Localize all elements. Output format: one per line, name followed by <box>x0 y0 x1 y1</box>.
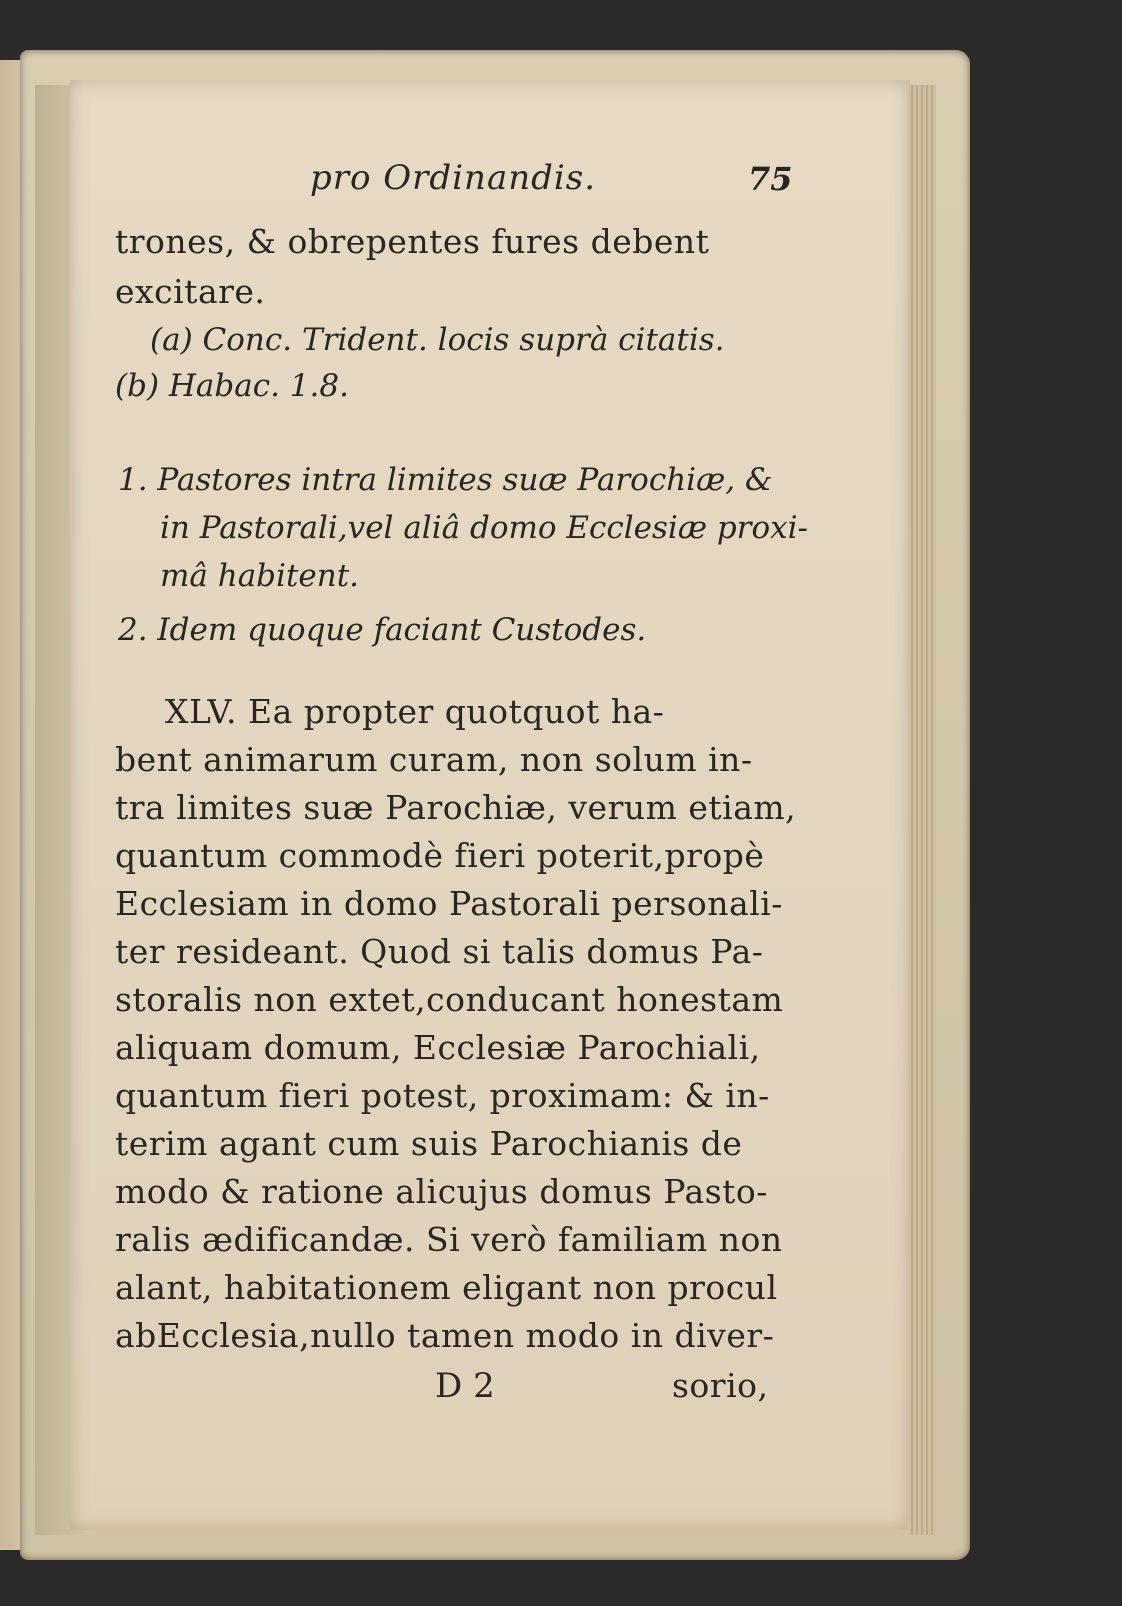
page-stack-edge <box>908 85 936 1535</box>
paragraph-line: storalis non extet,conducant honestam <box>115 980 784 1019</box>
summary-item-1-cont: mâ habitent. <box>160 558 360 594</box>
paragraph-line: Ecclesiam in domo Pastorali personali- <box>115 884 783 923</box>
paragraph-line: bent animarum curam, non solum in- <box>115 740 753 779</box>
paragraph-line: XLV. Ea propter quotquot ha- <box>165 692 665 731</box>
footnote-a: (a) Conc. Trident. locis suprà citatis. <box>150 322 725 358</box>
page-number: 75 <box>748 160 793 198</box>
text-line: excitare. <box>115 272 266 311</box>
summary-item-1: 1. Pastores intra limites suæ Parochiæ, & <box>118 462 773 498</box>
paragraph-line: terim agant cum suis Parochianis de <box>115 1124 743 1163</box>
running-title: pro Ordinandis. <box>310 158 597 198</box>
footnote-b: (b) Habac. 1.8. <box>115 368 349 404</box>
text-line: trones, & obrepentes fures debent <box>115 222 710 261</box>
signature-mark: D 2 <box>435 1366 495 1406</box>
paragraph-line: alant, habitationem eligant non procul <box>115 1268 778 1307</box>
paragraph-line: quantum fieri potest, proximam: & in- <box>115 1076 770 1115</box>
paragraph-line: quantum commodè fieri poterit,propè <box>115 836 765 875</box>
catchword: sorio, <box>672 1366 769 1405</box>
paragraph-line: abEcclesia,nullo tamen modo in diver- <box>115 1316 775 1355</box>
summary-item-2: 2. Idem quoque faciant Custodes. <box>118 612 647 648</box>
summary-item-1-cont: in Pastorali,vel aliâ domo Ecclesiæ proxi- <box>160 510 809 546</box>
paragraph-line: ralis ædificandæ. Si verò familiam non <box>115 1220 783 1259</box>
paragraph-line: aliquam domum, Ecclesiæ Parochiali, <box>115 1028 761 1067</box>
paragraph-line: tra limites suæ Parochiæ, verum etiam, <box>115 788 797 827</box>
paragraph-line: ter resideant. Quod si talis domus Pa- <box>115 932 764 971</box>
paragraph-line: modo & ratione alicujus domus Pasto- <box>115 1172 768 1211</box>
